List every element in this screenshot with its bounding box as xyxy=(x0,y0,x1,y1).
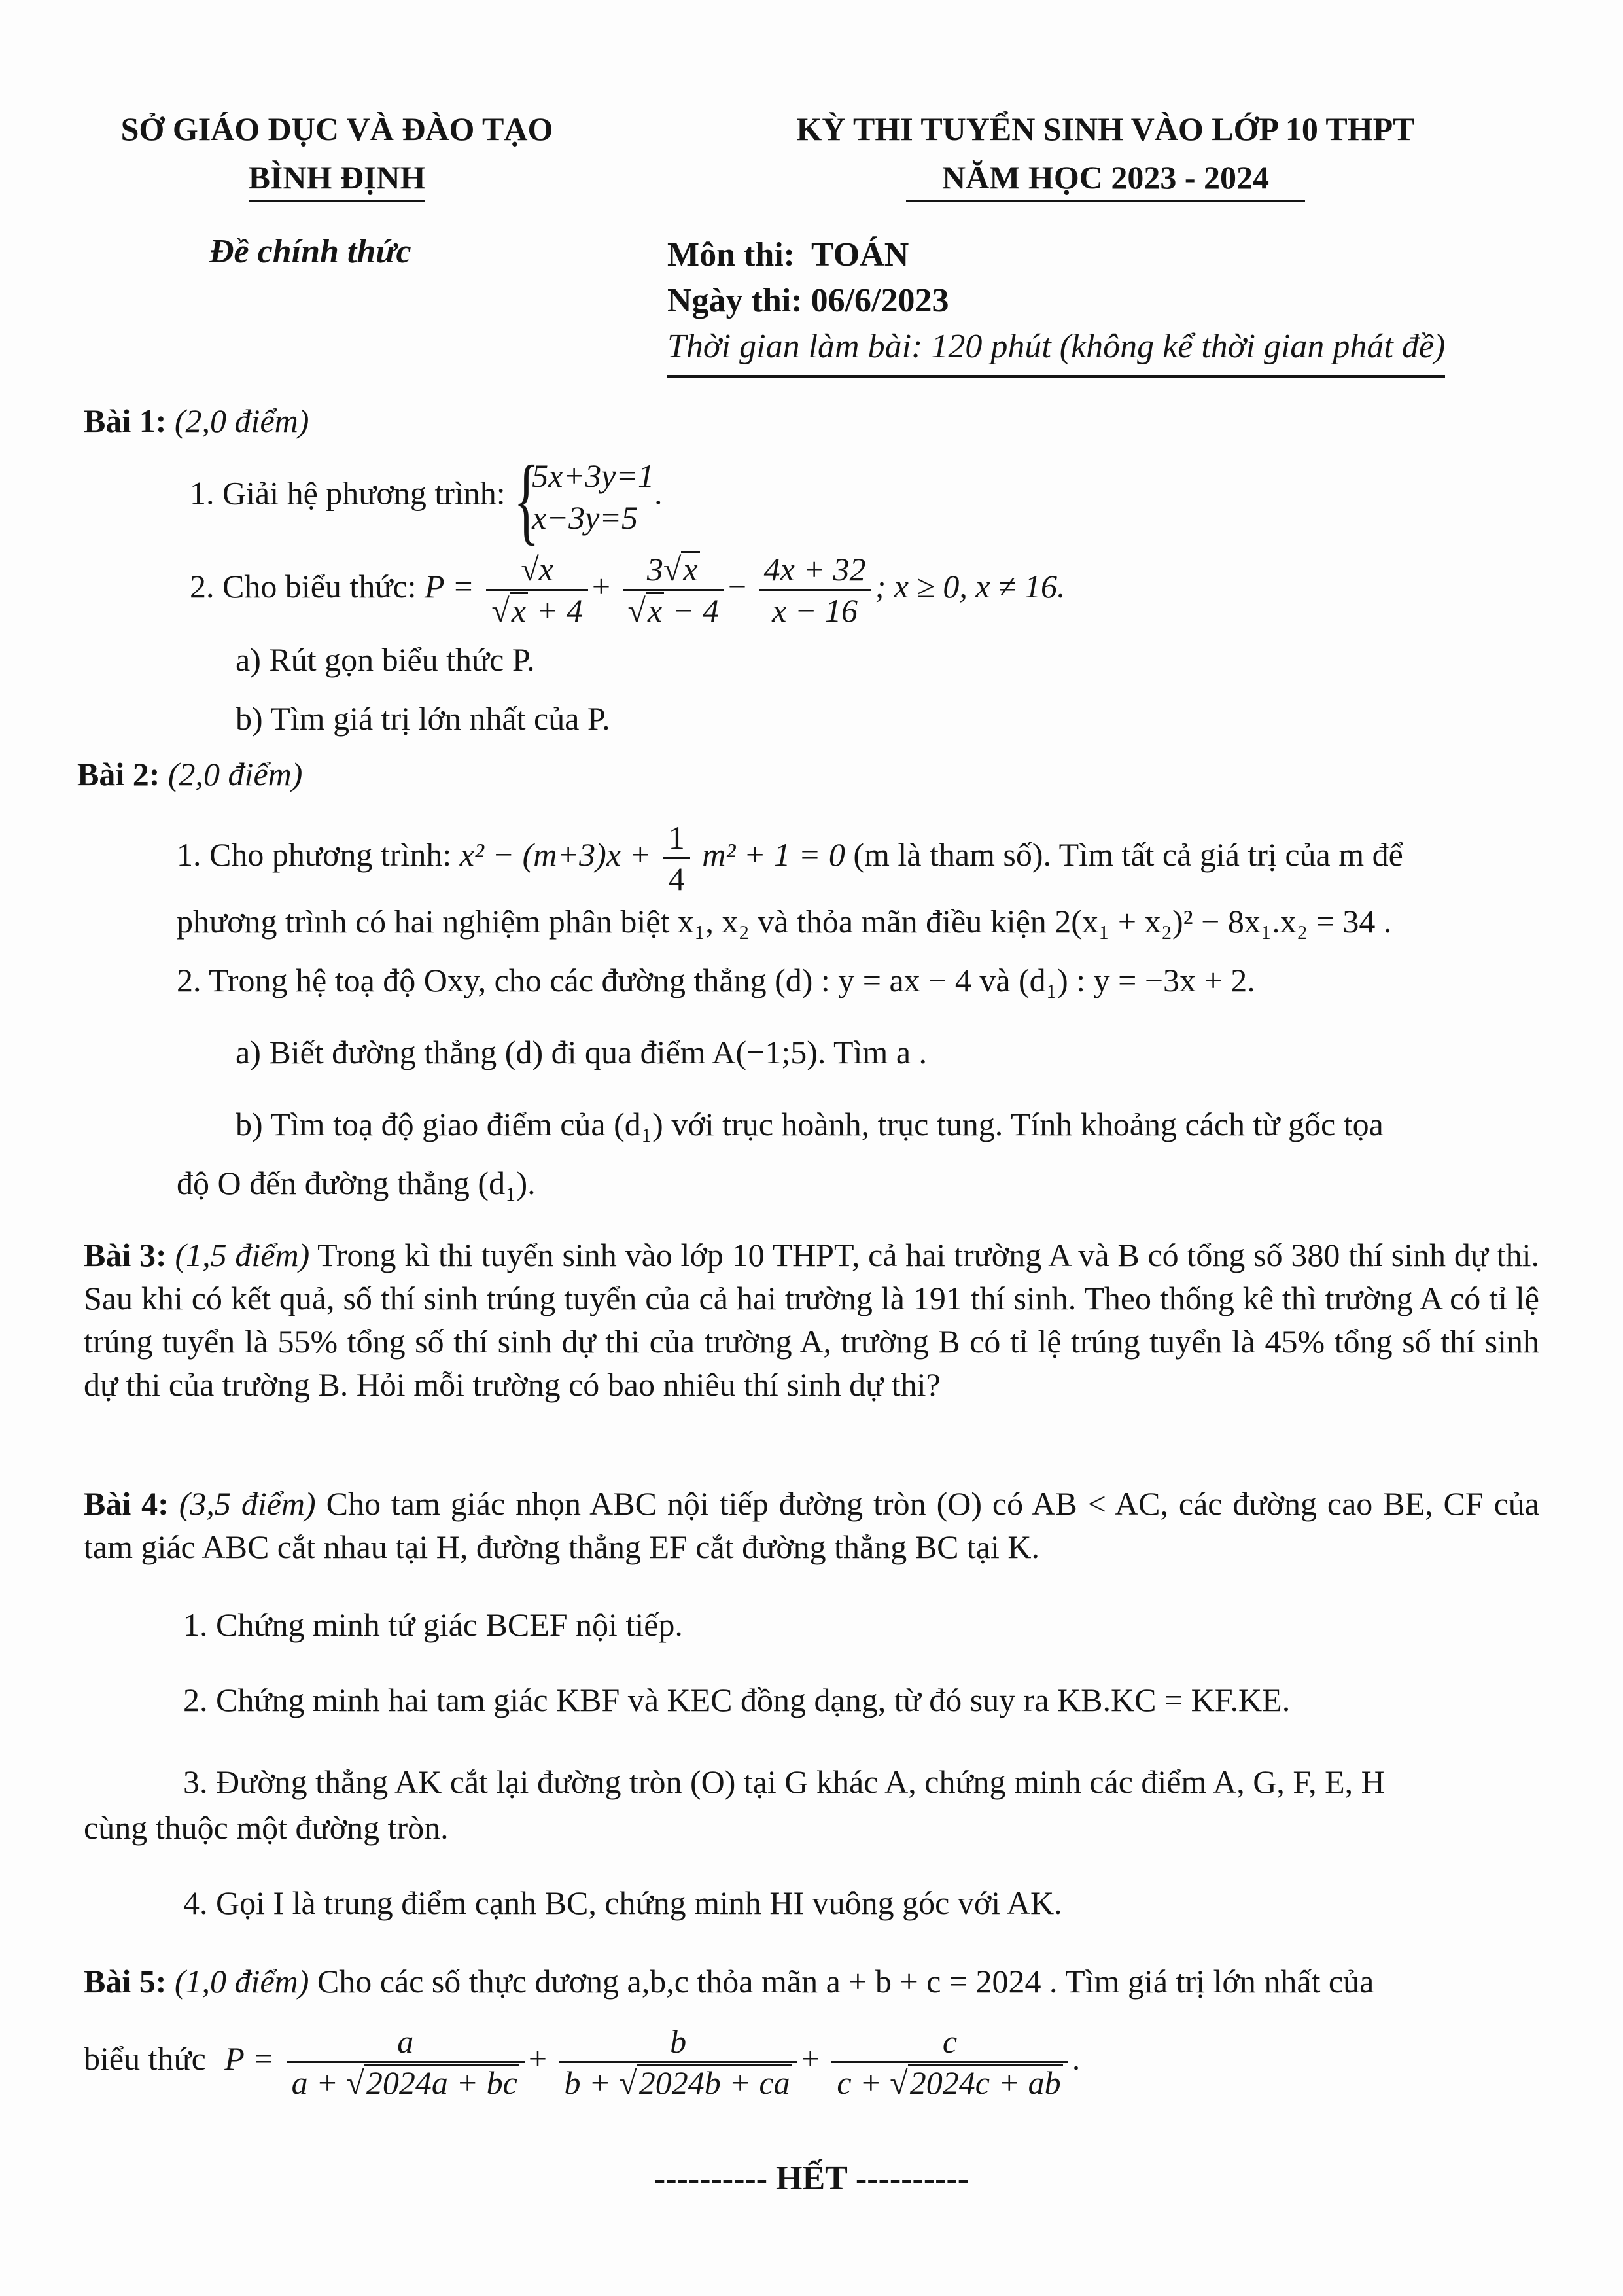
den-rest: − 4 xyxy=(672,592,719,629)
radicand: 2024b + ca xyxy=(637,2064,792,2099)
p-label: P = xyxy=(425,567,474,605)
bai5-points: (1,0 điểm) xyxy=(174,1963,309,2000)
bai1-heading xyxy=(84,399,309,442)
department-name: SỞ GIÁO DỤC VÀ ĐÀO TẠO xyxy=(120,111,553,147)
fraction-2-num: 3√x xyxy=(623,550,724,589)
bai2-title: Bài 2: xyxy=(77,756,160,792)
radicand: 2024a + bc xyxy=(364,2064,519,2099)
subject-label: Môn thi: xyxy=(667,236,795,274)
bai2-q2: 2. Trong hệ toạ độ Oxy, cho các đường thẳng (d) : y = ax − 4 và (d₁) : y = −3x + 2. xyxy=(177,962,1255,998)
bai5-text: Cho các số thực dương a,b,c thỏa mãn a + b + c = 2024 . Tìm giá trị lớn nhất của xyxy=(317,1963,1374,2000)
bai5-expression: biểu thức P = $\frac{a}{a + √2024a + bc}$ + $\frac{b}{b + √2024b + ca}$ + $\frac{c}{c + √2024c + ab}$ . xyxy=(84,2023,1081,2101)
equation-system xyxy=(514,446,655,554)
subject-value: TOÁN xyxy=(811,236,909,274)
fraction-3-den: x − 16 xyxy=(759,589,871,630)
bai1-b: b) Tìm giá trị lớn nhất của P. xyxy=(236,700,610,737)
fraction-1-den: √x + 4 xyxy=(486,589,587,630)
bai3-points: (1,5 điểm) xyxy=(175,1237,310,1273)
bai4-paragraph xyxy=(84,1482,1539,1568)
quarter-fraction xyxy=(663,818,690,898)
bai3-text: Trong kì thi tuyển sinh vào lớp 10 THPT, cả hai trường A và B có tổng số 380 thí sinh dự thi. Sau khi có kết quả, số thí sinh trúng tuyển của cả hai trường là 191 thí sinh. Theo thống kê thì trường A có tỉ lệ trúng tuyển là 55% tổng số thí sinh dự thi của trường A, trường B có tỉ lệ trúng tuyển là 45% tổng số thí sinh dự thi của trường B. Hỏi mỗi trường có bao nhiêu thí sinh dự thi? xyxy=(84,1237,1539,1403)
bai2-q1-start: 1. Cho phương trình: xyxy=(177,836,452,873)
den-rest: + 4 xyxy=(536,592,583,629)
bai1-q1: 1. Giải hệ phương trình: { 5x+3y=1 x−3y=5 . xyxy=(190,446,663,554)
bai4-q2: 2. Chứng minh hai tam giác KBF và KEC đồng dạng, từ đó suy ra KB.KC = KF.KE. xyxy=(183,1682,1291,1718)
bai1-q2: 2. Cho biểu thức: P = $\frac{√x}{√x + 4}$ + $\frac{3√x}{√x - 4}$ − $\frac{4x + 32}{x - 16}$ ; x ≥ 0, x ≠ 16. xyxy=(190,551,1066,629)
fraction-2-den: √x − 4 xyxy=(623,589,724,630)
bai5-line1 xyxy=(84,1960,1374,2003)
equation-part-a: x² − (m+3)x + xyxy=(459,836,652,873)
bai4-title: Bài 4: xyxy=(84,1485,169,1522)
fraction-1-num: √x xyxy=(521,551,553,588)
bai4-text: Cho tam giác nhọn ABC nội tiếp đường tròn (O) có AB < AC, các đường cao BE, CF của tam giác ABC cắt nhau tại H, đường thẳng EF cắt đường thẳng BC tại K. xyxy=(84,1485,1540,1565)
brace-symbol: { xyxy=(514,446,540,554)
department-block xyxy=(92,105,582,202)
p-label: P = xyxy=(224,2040,275,2077)
fraction-c-den: c + √2024c + ab xyxy=(831,2061,1068,2102)
exam-title: KỲ THI TUYỂN SINH VÀO LỚP 10 THPT xyxy=(796,111,1415,147)
fraction-b-den: b + √2024b + ca xyxy=(559,2061,797,2102)
fraction-3 xyxy=(759,550,871,630)
school-year: NĂM HỌC 2023 - 2024 xyxy=(906,158,1305,202)
fraction-b xyxy=(559,2022,797,2102)
bai2-q1 xyxy=(177,818,1403,898)
condition: ; x ≥ 0, x ≠ 16. xyxy=(875,567,1066,605)
bai2-q1-end: (m là tham số). Tìm tất cả giá trị của m để xyxy=(853,836,1403,873)
fraction-a xyxy=(287,2022,525,2102)
fraction-2 xyxy=(623,550,724,630)
time-info: Thời gian làm bài: 120 phút (không kể thời gian phát đề) xyxy=(667,324,1445,378)
bai3-title: Bài 3: xyxy=(84,1237,167,1273)
quarter-den: 4 xyxy=(663,857,690,898)
bai1-points: (2,0 điểm) xyxy=(174,402,309,439)
den-a: a + xyxy=(291,2064,338,2101)
bai1-q2-text: 2. Cho biểu thức: xyxy=(190,567,417,605)
bai1-a: a) Rút gọn biểu thức P. xyxy=(236,641,535,678)
date-label: Ngày thi: xyxy=(667,282,803,319)
system-row-2: x−3y=5 xyxy=(532,499,638,536)
den-b: b + xyxy=(564,2064,611,2101)
bai5-title: Bài 5: xyxy=(84,1963,167,2000)
bai2-q1-line2: phương trình có hai nghiệm phân biệt x₁, x₂ và thỏa mãn điều kiện 2(x₁ + x₂)² − 8x₁.x₂ = 34 . xyxy=(177,903,1392,940)
bai4-q3-line1: 3. Đường thẳng AK cắt lại đường tròn (O) tại G khác A, chứng minh các điểm A, G, F, E, H xyxy=(183,1763,1385,1800)
bai2-a: a) Biết đường thẳng (d) đi qua điểm A(−1;5). Tìm a . xyxy=(236,1034,928,1070)
bai2-b-line1: b) Tìm toạ độ giao điểm của (d₁) với trục hoành, trục tung. Tính khoảng cách từ gốc tọa xyxy=(236,1106,1384,1142)
exam-title-block xyxy=(720,105,1492,202)
fraction-3-num: 4x + 32 xyxy=(763,551,866,588)
bai4-q4: 4. Gọi I là trung điểm cạnh BC, chứng minh HI vuông góc với AK. xyxy=(183,1884,1062,1921)
bai2-points: (2,0 điểm) xyxy=(167,756,303,792)
den-c: c + xyxy=(837,2064,882,2101)
radicand: 2024c + ab xyxy=(908,2064,1063,2099)
bai1-q1-text: 1. Giải hệ phương trình: xyxy=(190,474,506,512)
date-value: 06/6/2023 xyxy=(811,282,949,319)
fraction-c xyxy=(831,2022,1068,2102)
end-dot: . xyxy=(1072,2040,1081,2077)
official-label: Đề chính thức xyxy=(209,233,411,270)
end-marker: ---------- HẾT ---------- xyxy=(654,2160,969,2197)
bai2-heading xyxy=(77,752,302,796)
radicand: x xyxy=(510,592,528,627)
equation-part-b: m² + 1 = 0 xyxy=(702,836,845,873)
quarter-num: 1 xyxy=(668,819,685,856)
fraction-b-num: b xyxy=(670,2023,687,2060)
exam-info xyxy=(667,232,1445,378)
coef: 3 xyxy=(646,551,663,588)
bai3-paragraph xyxy=(84,1233,1539,1406)
system-row-1: 5x+3y=1 xyxy=(532,457,655,494)
fraction-1 xyxy=(486,550,587,630)
fraction-a-den: a + √2024a + bc xyxy=(287,2061,525,2102)
bai4-q1: 1. Chứng minh tứ giác BCEF nội tiếp. xyxy=(183,1606,683,1643)
bai5-label: biểu thức xyxy=(84,2040,206,2077)
province-name: BÌNH ĐỊNH xyxy=(249,158,426,202)
bai1-title: Bài 1: xyxy=(84,402,167,439)
radicand: x xyxy=(681,551,699,586)
fraction-a-num: a xyxy=(397,2023,414,2060)
radicand: x xyxy=(646,592,664,627)
bai4-q3-line2: cùng thuộc một đường tròn. xyxy=(84,1809,449,1846)
bai2-b-line2: độ O đến đường thẳng (d₁). xyxy=(177,1165,536,1201)
fraction-c-num: c xyxy=(942,2023,958,2060)
bai4-points: (3,5 điểm) xyxy=(179,1485,316,1522)
